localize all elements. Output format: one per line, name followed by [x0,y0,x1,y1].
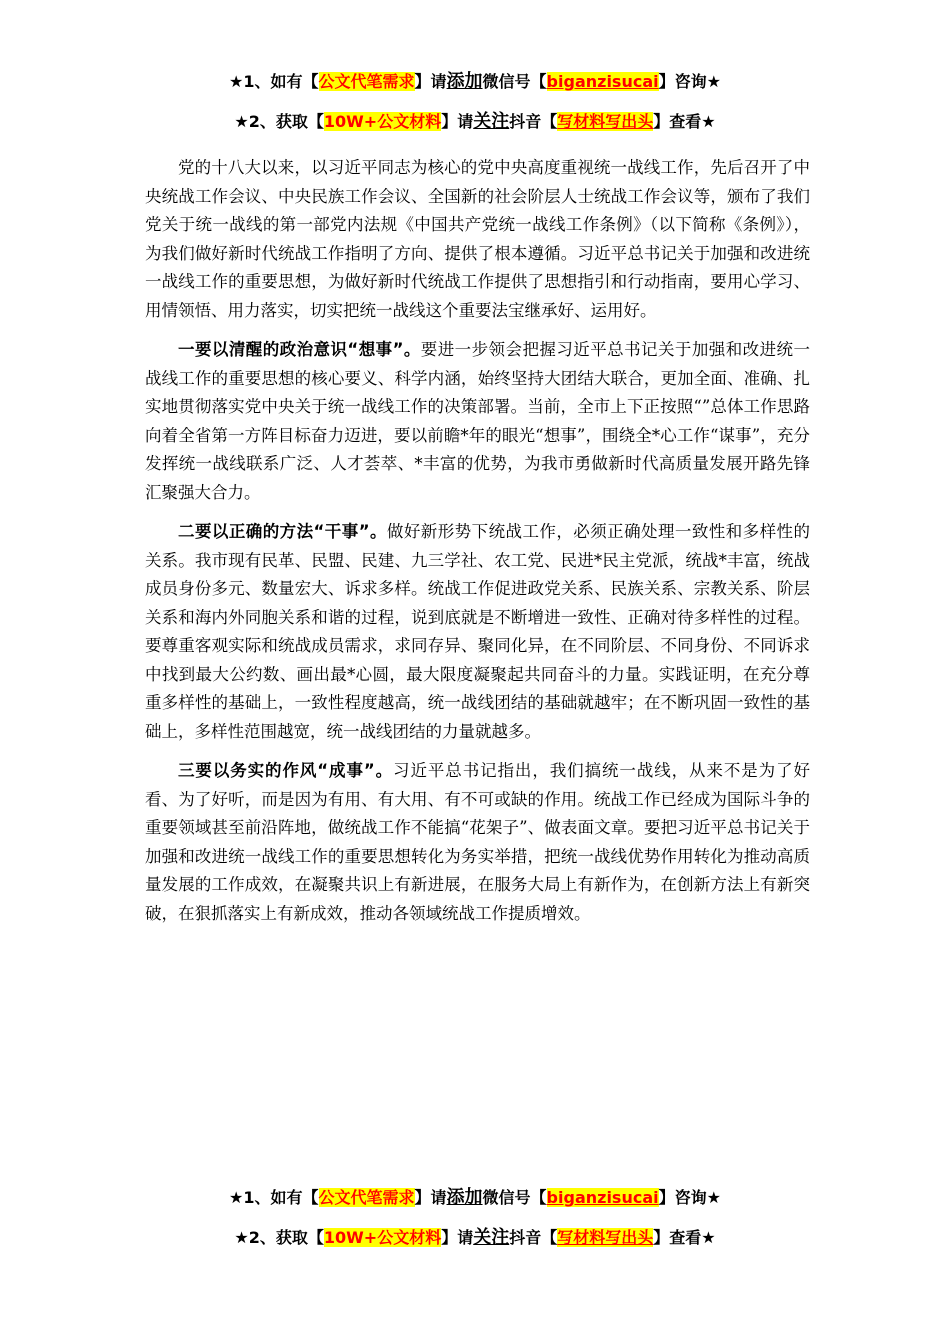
banner-text: 】咨询★ [658,1188,721,1207]
banner-highlight: 10W+公文材料 [323,1228,442,1247]
paragraph-lead: 一要以清醒的政治意识“想事”。 [178,340,421,359]
banner-wechat-id: biganzisucai [546,1188,659,1207]
banner-wechat-id: biganzisucai [546,72,659,91]
banner-text: 】查看★ [653,112,716,131]
paragraph-text: 要进一步领会把握习近平总书记关于加强和改进统一战线工作的重要思想的核心要义、科学内涵，始终坚持大团结大联合，更加全面、准确、扎实地贯彻落实党中央关于统一战线工作的决策部署。当前，全市上下正按照“”总体工作思路向着全省第一方阵目标奋力迈进，要以前瞻*年的眼光“想事”，围绕全*心工作“谋事”，充分发挥统一战线联系广泛、人才荟萃、*丰富的优势，为我市勇做新时代高质量发展开路先锋汇聚强大合力。 [145,340,810,502]
banner-highlight: 写材料写出头 [557,112,654,131]
banner-text: 抖音【 [509,112,558,131]
banner-text: 】请 [441,1228,474,1247]
paragraph-3 [145,757,810,928]
paragraph-lead: 三要以务实的作风“成事”。 [178,761,394,780]
banner-text: 抖音【 [509,1228,558,1247]
banner-text: 微信号【 [482,72,547,91]
paragraph-intro: 党的十八大以来，以习近平同志为核心的党中央高度重视统一战线工作，先后召开了中央统战工作会议、中央民族工作会议、全国新的社会阶层人士统战工作会议等，颁布了我们党关于统一战线的第一部党内法规《中国共产党统一战线工作条例》（以下简称《条例》），为我们做好新时代统战工作指明了方向、提供了根本遵循。习近平总书记关于加强和改进统一战线工作的重要思想，为做好新时代统战工作提供了思想指引和行动指南，要用心学习、用情领悟、用力落实，切实把统一战线这个重要法宝继承好、运用好。 [145,158,810,320]
header-banner-line-1 [0,71,950,93]
banner-text: ★1、如有【 [229,1188,319,1207]
banner-text: 】咨询★ [658,72,721,91]
paragraph-text: 做好新形势下统战工作，必须正确处理一致性和多样性的关系。我市现有民革、民盟、民建、九三学社、农工党、民进*民主党派，统战*丰富，统战成员身份多元、数量宏大、诉求多样。统战工作促进政党关系、民族关系、宗教关系、阶层关系和海内外同胞关系和谐的过程，说到底就是不断增进一致性、正确对待多样性的过程。要尊重客观实际和统战成员需求，求同存异、聚同化异，在不同阶层、不同身份、不同诉求中找到最大公约数、画出最*心圆，最大限度凝聚起共同奋斗的力量。实践证明，在充分尊重多样性的基础上，一致性程度越高，统一战线团结的基础就越牢；在不断巩固一致性的基础上，多样性范围越宽，统一战线团结的力量就越多。 [145,522,810,741]
footer-banner-line-2 [0,1227,950,1249]
banner-underline: 关注 [473,1227,510,1248]
footer-banner-line-1 [0,1187,950,1209]
banner-text: 】请 [414,1188,447,1207]
banner-text: 】请 [441,112,474,131]
banner-underline: 关注 [473,111,510,132]
banner-underline: 添加 [446,1187,483,1208]
banner-text: ★2、获取【 [234,112,324,131]
paragraph-text: 习近平总书记指出，我们搞统一战线，从来不是为了好看、为了好听，而是因为有用、有大用、有不可或缺的作用。统战工作已经成为国际斗争的重要领域甚至前沿阵地，做统战工作不能搞“花架子”、做表面文章。要把习近平总书记关于加强和改进统一战线工作的重要思想转化为务实举措，把统一战线优势作用转化为推动高质量发展的工作成效，在凝聚共识上有新进展，在服务大局上有新作为，在创新方法上有新突破，在狠抓落实上有新成效，推动各领域统战工作提质增效。 [145,761,811,923]
banner-highlight: 10W+公文材料 [323,112,442,131]
banner-highlight: 公文代笔需求 [318,72,415,91]
banner-text: ★2、获取【 [234,1228,324,1247]
header-banner-line-2 [0,111,950,133]
banner-highlight: 写材料写出头 [557,1228,654,1247]
paragraph-2 [145,518,810,746]
banner-underline: 添加 [446,71,483,92]
banner-text: 】请 [414,72,447,91]
paragraph-lead: 二要以正确的方法“干事”。 [178,522,387,541]
document-body [145,154,810,939]
banner-text: ★1、如有【 [229,72,319,91]
banner-highlight: 公文代笔需求 [318,1188,415,1207]
banner-text: 微信号【 [482,1188,547,1207]
banner-text: 】查看★ [653,1228,716,1247]
paragraph-1 [145,336,810,507]
